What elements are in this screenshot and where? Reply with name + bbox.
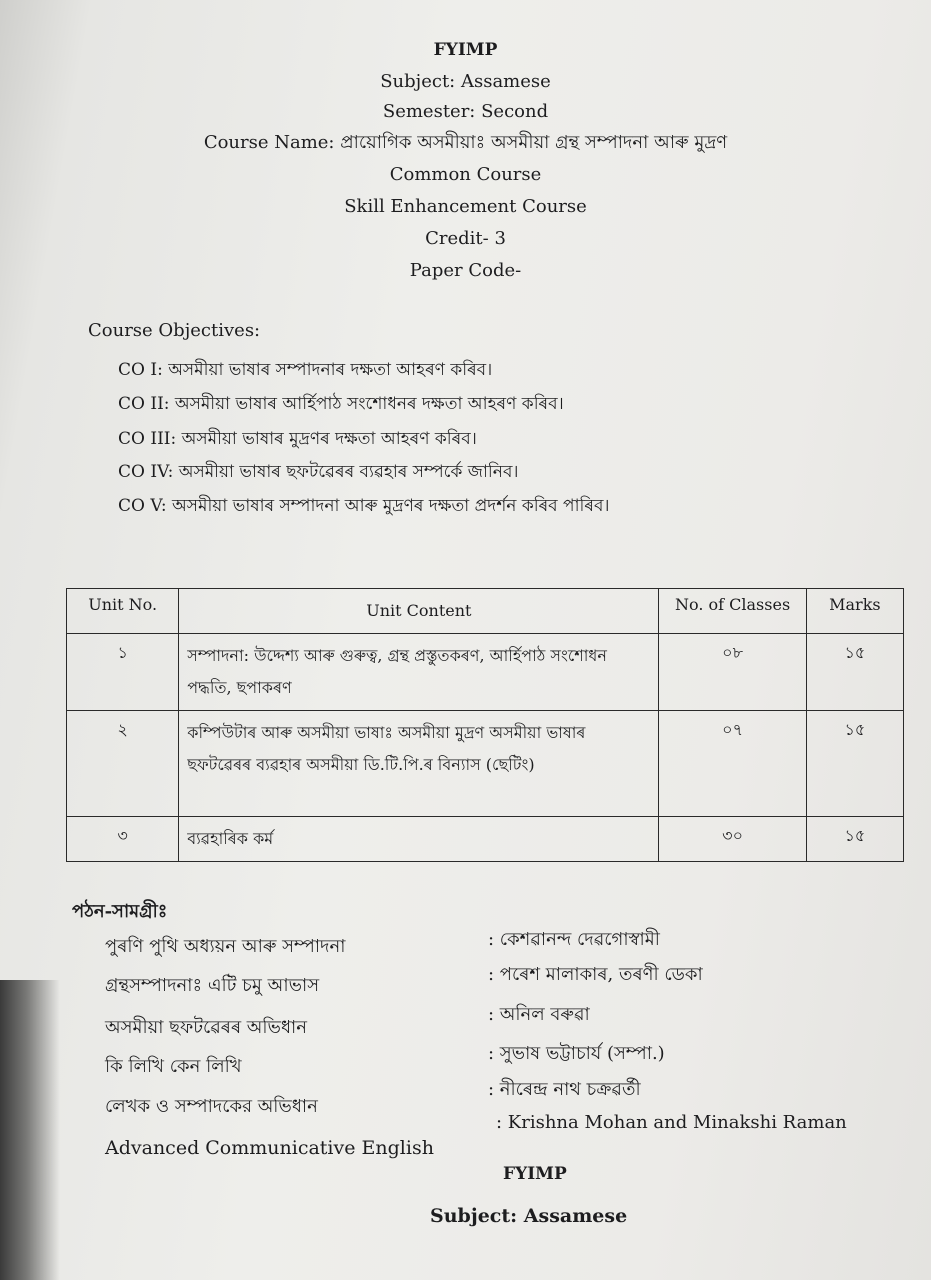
unit-content: কম্পিউটাৰ আৰু অসমীয়া ভাষাঃ অসমীয়া মুদ্ৰণ অসমীয়া ভাষাৰ ছফটৱেৰৰ ব্যৱহাৰ অসমীয়া ডি.টি.পি.ৰ বিন্যাস (ছেটিং) <box>179 711 659 817</box>
unit-number: ১ <box>67 634 179 711</box>
book-author: : অনিল বৰুৱা <box>488 1004 590 1025</box>
book-author: : নীৰেন্দ্ৰ নাথ চক্ৰৱৰ্তী <box>488 1079 641 1100</box>
reading-material-heading: পঠন-সামগ্ৰীঃ <box>72 901 168 922</box>
objective-item: CO III: অসমীয়া ভাষাৰ মুদ্ৰণৰ দক্ষতা আহৰণ কৰিব। <box>118 429 477 449</box>
book-author: : Krishna Mohan and Minakshi Raman <box>496 1112 847 1133</box>
footer-subject: Subject: Assamese <box>430 1205 628 1227</box>
book-title: অসমীয়া ছফটৱেৰৰ অভিধান <box>105 1017 307 1038</box>
objectives-heading: Course Objectives: <box>88 320 261 341</box>
unit-marks: ১৫ <box>806 634 903 711</box>
book-title: লেখক ও সম্পাদকের অভিধান <box>105 1096 318 1117</box>
page-edge-shadow <box>0 980 60 1280</box>
header-no-of-classes: No. of Classes <box>659 589 806 634</box>
book-author: : কেশৱানন্দ দেৱগোস্বামী <box>488 929 660 950</box>
header-unit-content: Unit Content <box>179 589 659 634</box>
table-row <box>67 817 904 862</box>
book-title: পুৰণি পুথি অধ্যয়ন আৰু সম্পাদনা <box>105 936 346 957</box>
table-header-row <box>67 589 904 634</box>
objective-item: CO IV: অসমীয়া ভাষাৰ ছফটৱেৰৰ ব্যৱহাৰ সম্পৰ্কে জানিব। <box>118 462 519 482</box>
book-title: Advanced Communicative English <box>105 1137 434 1159</box>
table-row <box>67 711 904 817</box>
unit-classes: ০৭ <box>659 711 806 817</box>
paper-code-line: Paper Code- <box>409 260 522 281</box>
course-name-line: Course Name: প্ৰায়োগিক অসমীয়াঃ অসমীয়া গ্ৰন্থ সম্পাদনা আৰু মুদ্ৰণ <box>203 132 728 153</box>
header-unit-no: Unit No. <box>67 589 179 634</box>
footer-program: FYIMP <box>503 1164 567 1184</box>
unit-classes: ৩০ <box>659 817 806 862</box>
book-title: গ্ৰন্থসম্পাদনাঃ এটি চমু আভাস <box>105 975 320 996</box>
book-author: : সুভাষ ভট্টাচাৰ্য (সম্পা.) <box>488 1043 665 1064</box>
unit-marks: ১৫ <box>806 817 903 862</box>
program-title: FYIMP <box>433 40 498 60</box>
course-category-line: Skill Enhancement Course <box>344 196 587 217</box>
subject-line: Subject: Assamese <box>380 71 551 92</box>
course-type-line: Common Course <box>389 164 542 185</box>
table-row <box>67 634 904 711</box>
semester-line: Semester: Second <box>382 101 549 122</box>
book-title: কি লিখি কেন লিখি <box>105 1056 242 1077</box>
objective-item: CO V: অসমীয়া ভাষাৰ সম্পাদনা আৰু মুদ্ৰণৰ দক্ষতা প্ৰদৰ্শন কৰিব পাৰিব। <box>118 496 610 516</box>
unit-content: সম্পাদনা: উদ্দেশ্য আৰু গুৰুত্ব, গ্ৰন্থ প্ৰস্তুতকৰণ, আৰ্হিপাঠ সংশোধন পদ্ধতি, ছপাকৰণ <box>179 634 659 711</box>
units-table <box>66 588 904 862</box>
objective-item: CO II: অসমীয়া ভাষাৰ আৰ্হিপাঠ সংশোধনৰ দক্ষতা আহৰণ কৰিব। <box>118 394 564 414</box>
objective-item: CO I: অসমীয়া ভাষাৰ সম্পাদনাৰ দক্ষতা আহৰণ কৰিব। <box>118 360 493 380</box>
credit-line: Credit- 3 <box>425 228 506 249</box>
unit-number: ২ <box>67 711 179 817</box>
unit-number: ৩ <box>67 817 179 862</box>
unit-classes: ০৮ <box>659 634 806 711</box>
header-marks: Marks <box>806 589 903 634</box>
unit-content: ব্যৱহাৰিক কৰ্ম <box>179 817 659 862</box>
unit-marks: ১৫ <box>806 711 903 817</box>
book-author: : পৰেশ মালাকাৰ, তৰণী ডেকা <box>488 964 703 985</box>
